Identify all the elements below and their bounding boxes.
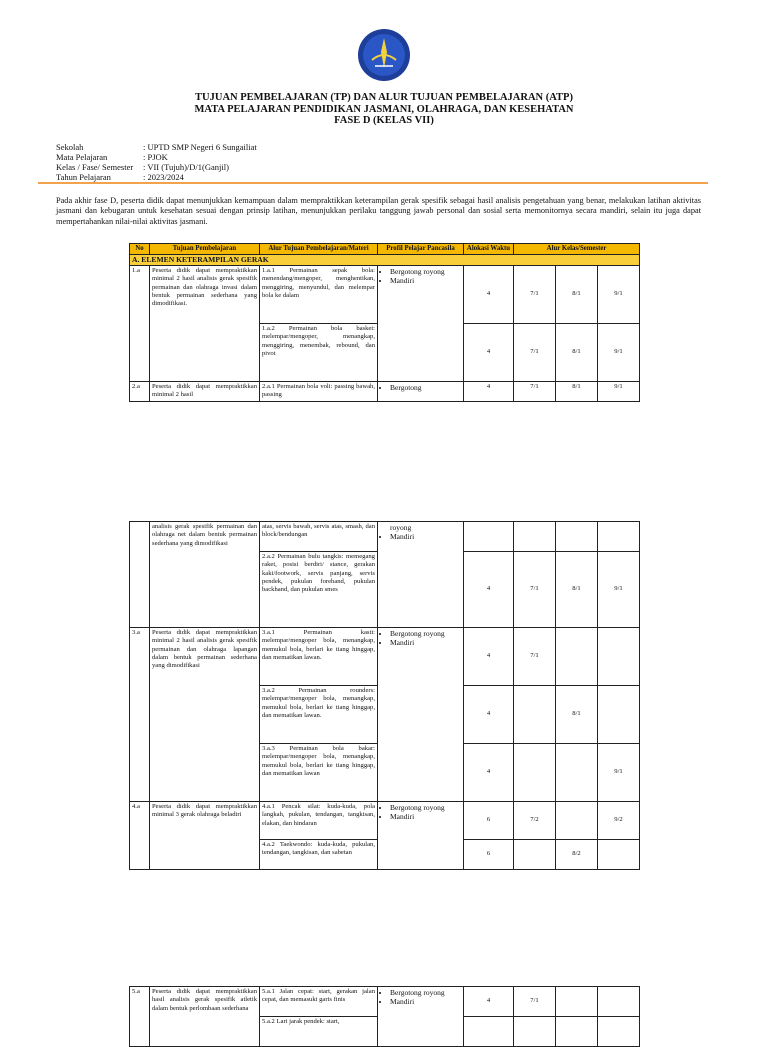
kelas-9: 9/1 (598, 382, 640, 402)
profil-item: • Bergotong royong (390, 988, 461, 997)
document-title (0, 92, 768, 127)
kelas-7: 7/1 (514, 552, 556, 628)
alokasi-waktu: 6 (464, 802, 514, 840)
title-line: MATA PELAJARAN PENDIDIKAN JASMANI, OLAHRAGA, DAN KESEHATAN (194, 103, 574, 115)
section-label: A. ELEMEN KETERAMPILAN GERAK (130, 254, 640, 265)
header-profil: Profil Pelajar Pancasila (378, 244, 464, 255)
header-tp: Tujuan Pembelajaran (150, 244, 260, 255)
kelas-7: 7/1 (514, 324, 556, 382)
kelas-7 (514, 744, 556, 802)
alokasi-waktu: 4 (464, 744, 514, 802)
kelas-9: 9/1 (598, 744, 640, 802)
materi-text: Permainan kasti: melempar/mengoper bola, menangkap, memukul bola, berlari ke tiang hinggap, dan mematikan lawan. (262, 629, 375, 661)
materi-code: 3.a.1 (262, 629, 275, 636)
intro-paragraph: Pada akhir fase D, peserta didik dapat menunjukkan kemampuan dalam mempraktikkan keterampilan gerak spesifik sebagai hasil analisis pengetahuan yang benar, melakukan latihan aktivitas jasmani dan kebugaran untuk kesehatan sesuai dengan prinsip latihan, menunjukkan perilaku tanggung jawab personal dan sosial serta memonitornya secara mandiri, selain itu juga dapat mempertahankan nilai-nilai aktivitas jasmani. (56, 196, 701, 226)
profil-cell (378, 628, 464, 802)
materi-cell (260, 1017, 378, 1047)
profil-item: • Bergotong royong (390, 267, 461, 276)
tujuan-pembelajaran: Peserta didik dapat mempraktikkan minimal 2 hasil analisis gerak spesifik permainan dan olahraga lapangan dalam bentuk permainan sederhana yang dimodifikasi (150, 628, 260, 802)
materi-cell (260, 744, 378, 802)
tujuan-pembelajaran: Peserta didik dapat mempraktikkan minimal 3 gerak olahraga beladiri (150, 802, 260, 870)
profil-item: • Mandiri (390, 997, 461, 1006)
table-row (130, 382, 640, 402)
profil-item: • Mandiri (390, 276, 461, 285)
profil-cell (378, 266, 464, 382)
alokasi-waktu: 4 (464, 324, 514, 382)
kelas-8: 8/1 (556, 324, 598, 382)
kelas-8: 8/2 (556, 840, 598, 870)
profil-item: • Mandiri (390, 532, 461, 541)
alokasi-waktu: 4 (464, 552, 514, 628)
materi-cell (260, 686, 378, 744)
tujuan-pembelajaran: analisis gerak spesifik permainan dan olahraga net dalam bentuk permainan sederhana yang dimodifikasi (150, 522, 260, 628)
kelas-9 (598, 686, 640, 744)
kelas-8: 8/1 (556, 382, 598, 402)
materi-code: 5.a.2 (262, 1018, 275, 1025)
kelas-9 (598, 840, 640, 870)
meta-row (56, 152, 257, 162)
meta-label: Sekolah (56, 142, 84, 152)
tujuan-pembelajaran: Peserta didik dapat mempraktikkan minimal 2 hasil (150, 382, 260, 402)
kelas-7: 7/1 (514, 987, 556, 1017)
profil-cell (378, 382, 464, 402)
table-row (130, 266, 640, 324)
materi-cell (260, 324, 378, 382)
kelas-9: 9/1 (598, 552, 640, 628)
atp-table-page1 (129, 243, 640, 402)
meta-value: : PJOK (143, 152, 168, 162)
school-emblem-logo (357, 28, 411, 82)
row-number: 5.a (130, 987, 150, 1047)
kelas-7 (514, 522, 556, 552)
kelas-8 (556, 802, 598, 840)
kelas-8 (556, 987, 598, 1017)
kelas-8 (556, 628, 598, 686)
meta-label: Tahun Pelajaran (56, 172, 111, 182)
materi-text: Taekwondo: kuda-kuda, pukulan, tendangan, tangkisan, dan sabetan (262, 841, 376, 857)
header-alokasi: Alokasi Waktu (464, 244, 514, 255)
title-line: TUJUAN PEMBELAJARAN (TP) DAN ALUR TUJUAN PEMBELAJARAN (ATP) (195, 92, 573, 103)
atp-table-page2 (129, 521, 640, 870)
kelas-8: 8/1 (556, 266, 598, 324)
kelas-7: 7/1 (514, 382, 556, 402)
alokasi-waktu (464, 522, 514, 552)
tujuan-pembelajaran: Peserta didik dapat mempraktikkan hasil analisis gerak spesifik atletik dalam bentuk perlombaan sederhana (150, 987, 260, 1047)
title-line: FASE D (KELAS VII) (334, 115, 434, 126)
materi-cell (260, 987, 378, 1017)
kelas-7 (514, 840, 556, 870)
meta-label: Kelas / Fase/ Semester (56, 162, 134, 172)
materi-code: 3.a.3 (262, 745, 275, 752)
kelas-8 (556, 744, 598, 802)
header-alur: Alur Tujuan Pembelajaran/Materi (260, 244, 378, 255)
materi-cell: atas, servis bawah, servis atas, smash, dan block/bendungan (260, 522, 378, 552)
materi-text: Pencak silat: kuda-kuda, pola langkah, pukulan, tendangan, tangkisan, elakan, dan hindaran (262, 803, 375, 827)
materi-code: 2.a.2 (262, 553, 275, 560)
kelas-8: 8/1 (556, 552, 598, 628)
materi-text: Permainan bola basket: melempar/mengoper, menangkap, menggiring, menembak, rebound, dan pivot (262, 325, 375, 357)
materi-cell (260, 552, 378, 628)
profil-item: • Bergotong (390, 383, 461, 392)
materi-text: Permainan sepak bola: menendang/mengoper, menghentikan, menggiring, menyundul, dan melempar bola ke dalam (262, 267, 375, 299)
profil-item: • Mandiri (390, 812, 461, 821)
atp-table-page3 (129, 986, 640, 1047)
alokasi-waktu: 6 (464, 840, 514, 870)
meta-row (56, 162, 257, 172)
materi-cell (260, 628, 378, 686)
meta-row (56, 142, 257, 152)
profil-cell (378, 522, 464, 628)
materi-code: 1.a.2 (262, 325, 275, 333)
kelas-8: 8/1 (556, 686, 598, 744)
header-no: No (130, 244, 150, 255)
header-kelas: Alur Kelas/Semester (514, 244, 640, 255)
section-row (130, 254, 640, 265)
row-number (130, 522, 150, 628)
materi-code: 4.a.2 (262, 841, 275, 848)
profil-cell (378, 987, 464, 1047)
meta-value: : 2023/2024 (143, 172, 184, 182)
materi-text: Permainan rounders: melempar/mengoper bola, menangkap, memukul bola, berlari ke tiang hinggap, dan mematikan lawan. (262, 687, 375, 719)
tujuan-pembelajaran: Peserta didik dapat mempraktikkan minimal 2 hasil analisis gerak spesifik permainan dan olahraga invasi dalam bentuk permainan sederhana yang dimodifikasi. (150, 266, 260, 382)
accent-divider (38, 182, 708, 184)
kelas-7: 7/2 (514, 802, 556, 840)
meta-value: : VII (Tujuh)/D/1(Ganjil) (143, 162, 229, 172)
row-number: 3.a (130, 628, 150, 802)
materi-text: Permainan bola voli: passing bawah, passing (262, 383, 375, 399)
profil-cell (378, 802, 464, 870)
profil-item: • Bergotong royong (390, 629, 461, 638)
kelas-7 (514, 686, 556, 744)
materi-cell (260, 840, 378, 870)
kelas-9 (598, 522, 640, 552)
row-number: 1.a (130, 266, 150, 382)
materi-cell (260, 382, 378, 402)
document-meta (56, 142, 257, 182)
materi-code: 3.a.2 (262, 687, 275, 694)
materi-code: 2.a.1 (262, 383, 275, 391)
kelas-8 (556, 1017, 598, 1047)
materi-cell (260, 266, 378, 324)
table-row (130, 802, 640, 840)
alokasi-waktu (464, 1017, 514, 1047)
kelas-9 (598, 628, 640, 686)
kelas-9: 9/2 (598, 802, 640, 840)
kelas-7: 7/1 (514, 628, 556, 686)
kelas-9: 9/1 (598, 266, 640, 324)
materi-code: 4.a.1 (262, 803, 275, 810)
kelas-7 (514, 1017, 556, 1047)
materi-text: Permainan bola bakar: melempar/mengoper bola, menangkap, memukul bola, berlari ke tiang hinggap, dan mematikan lawan (262, 745, 375, 777)
row-number: 4.a (130, 802, 150, 870)
row-number: 2.a (130, 382, 150, 402)
kelas-7: 7/1 (514, 266, 556, 324)
kelas-9 (598, 1017, 640, 1047)
alokasi-waktu: 4 (464, 987, 514, 1017)
meta-value: : UPTD SMP Negeri 6 Sungailiat (143, 142, 257, 152)
materi-text: Permainan bulu tangkis: memegang raket, posisi berdiri/ stance, gerakan kaki/footwork, servis panjang, servis pendek, pukulan forehand, pukulan backhand, dan pukulan smes (262, 553, 375, 594)
materi-cell (260, 802, 378, 840)
meta-row (56, 172, 257, 182)
table-header-row (130, 244, 640, 255)
profil-item: royong (390, 523, 412, 532)
table-row (130, 628, 640, 686)
materi-text: Jalan cepat: start, gerakan jalan cepat, dan memasuki garis finis (262, 988, 375, 1004)
meta-label: Mata Pelajaran (56, 152, 108, 162)
alokasi-waktu: 4 (464, 686, 514, 744)
profil-item: • Mandiri (390, 638, 461, 647)
alokasi-waktu: 4 (464, 266, 514, 324)
table-row (130, 987, 640, 1017)
materi-text: Lari jarak pendek: start, (276, 1018, 340, 1025)
kelas-8 (556, 522, 598, 552)
alokasi-waktu: 4 (464, 628, 514, 686)
kelas-9 (598, 987, 640, 1017)
alokasi-waktu: 4 (464, 382, 514, 402)
profil-item: • Bergotong royong (390, 803, 461, 812)
kelas-9: 9/1 (598, 324, 640, 382)
materi-code: 5.a.1 (262, 988, 275, 995)
table-row (130, 522, 640, 552)
materi-code: 1.a.1 (262, 267, 275, 275)
